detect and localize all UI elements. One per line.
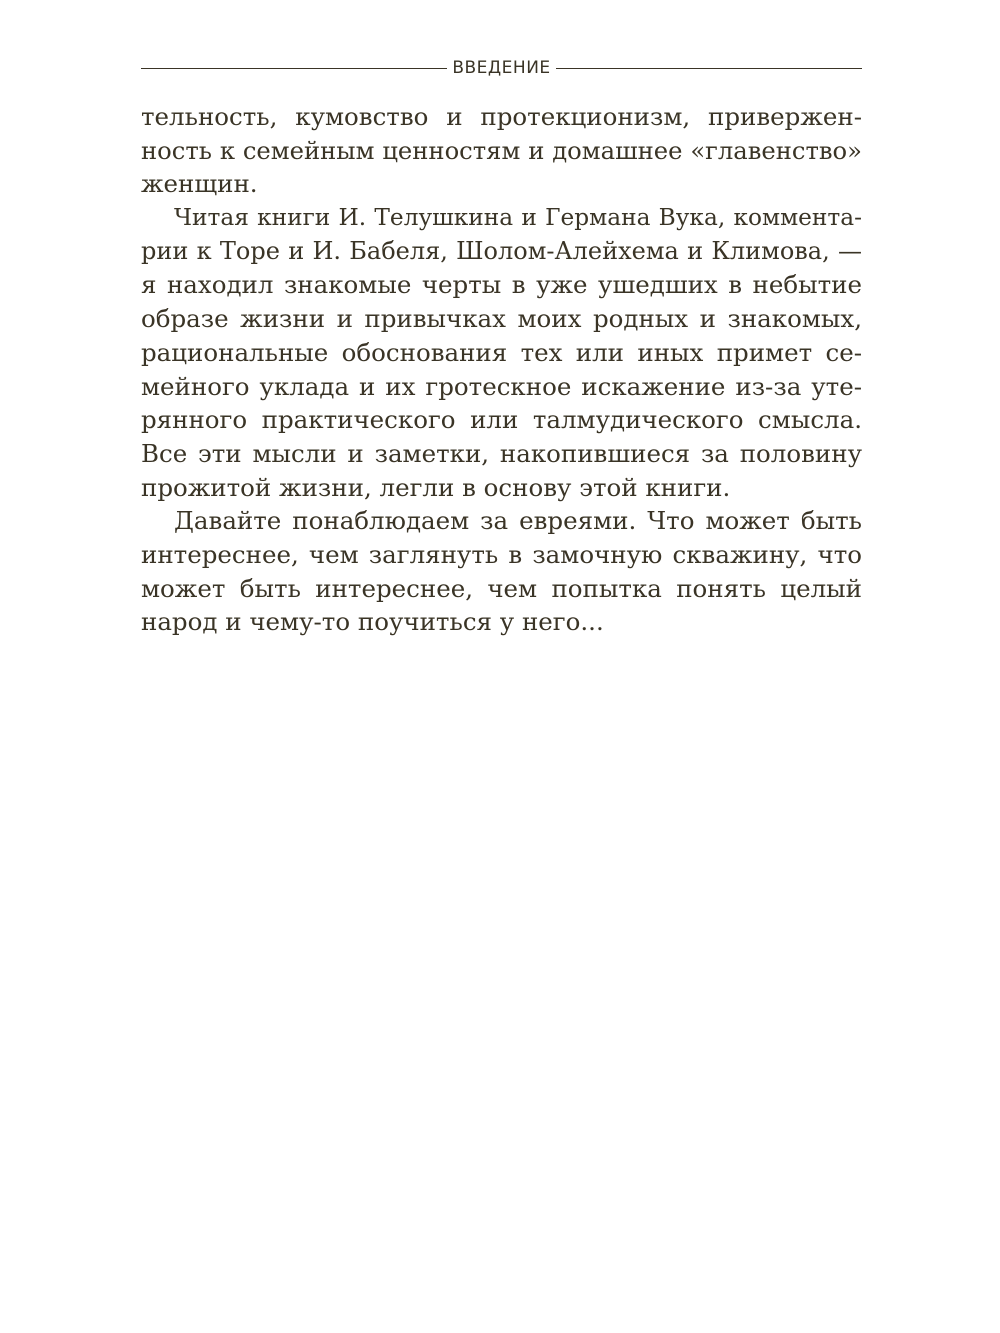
text-line: рии к Торе и И. Бабеля, Шолом-Алейхема и Климова, — xyxy=(141,236,862,265)
header-rule-left xyxy=(141,68,447,69)
text-line: интереснее, чем заглянуть в замочную скважину, что xyxy=(141,539,862,569)
text-line: Все эти мысли и заметки, накопившиеся за половину xyxy=(141,438,862,468)
text-line: мейного уклада и их гротескное искажение из-за уте- xyxy=(141,371,862,401)
text-line: рациональные обоснования тех или иных примет се- xyxy=(141,337,862,367)
text-line: рянного практического или талмудического смысла. xyxy=(141,405,862,435)
text-line: тельность, кумовство и протекционизм, привержен- xyxy=(141,102,862,131)
text-line: образе жизни и привычках моих родных и знакомых, xyxy=(141,304,862,334)
text-line: женщин. xyxy=(141,169,258,199)
text-line: народ и чему-то поучиться у него... xyxy=(141,607,604,637)
header-rule-right xyxy=(556,68,862,69)
text-line: я находил знакомые черты в уже ушедших в небытие xyxy=(141,270,862,300)
running-head-title: ВВЕДЕНИЕ xyxy=(452,58,551,78)
running-head xyxy=(141,55,862,81)
paragraph-first-line: Давайте понаблюдаем за евреями. Что может быть xyxy=(174,506,862,536)
body-text xyxy=(141,100,862,639)
text-line: ность к семейным ценностям и домашнее «главенство» xyxy=(141,135,862,165)
paragraph-first-line: Читая книги И. Телушкина и Германа Вука, коммента- xyxy=(174,204,862,232)
text-line: прожитой жизни, легли в основу этой книги. xyxy=(141,472,731,502)
text-line: может быть интереснее, чем попытка понять целый xyxy=(141,573,862,603)
